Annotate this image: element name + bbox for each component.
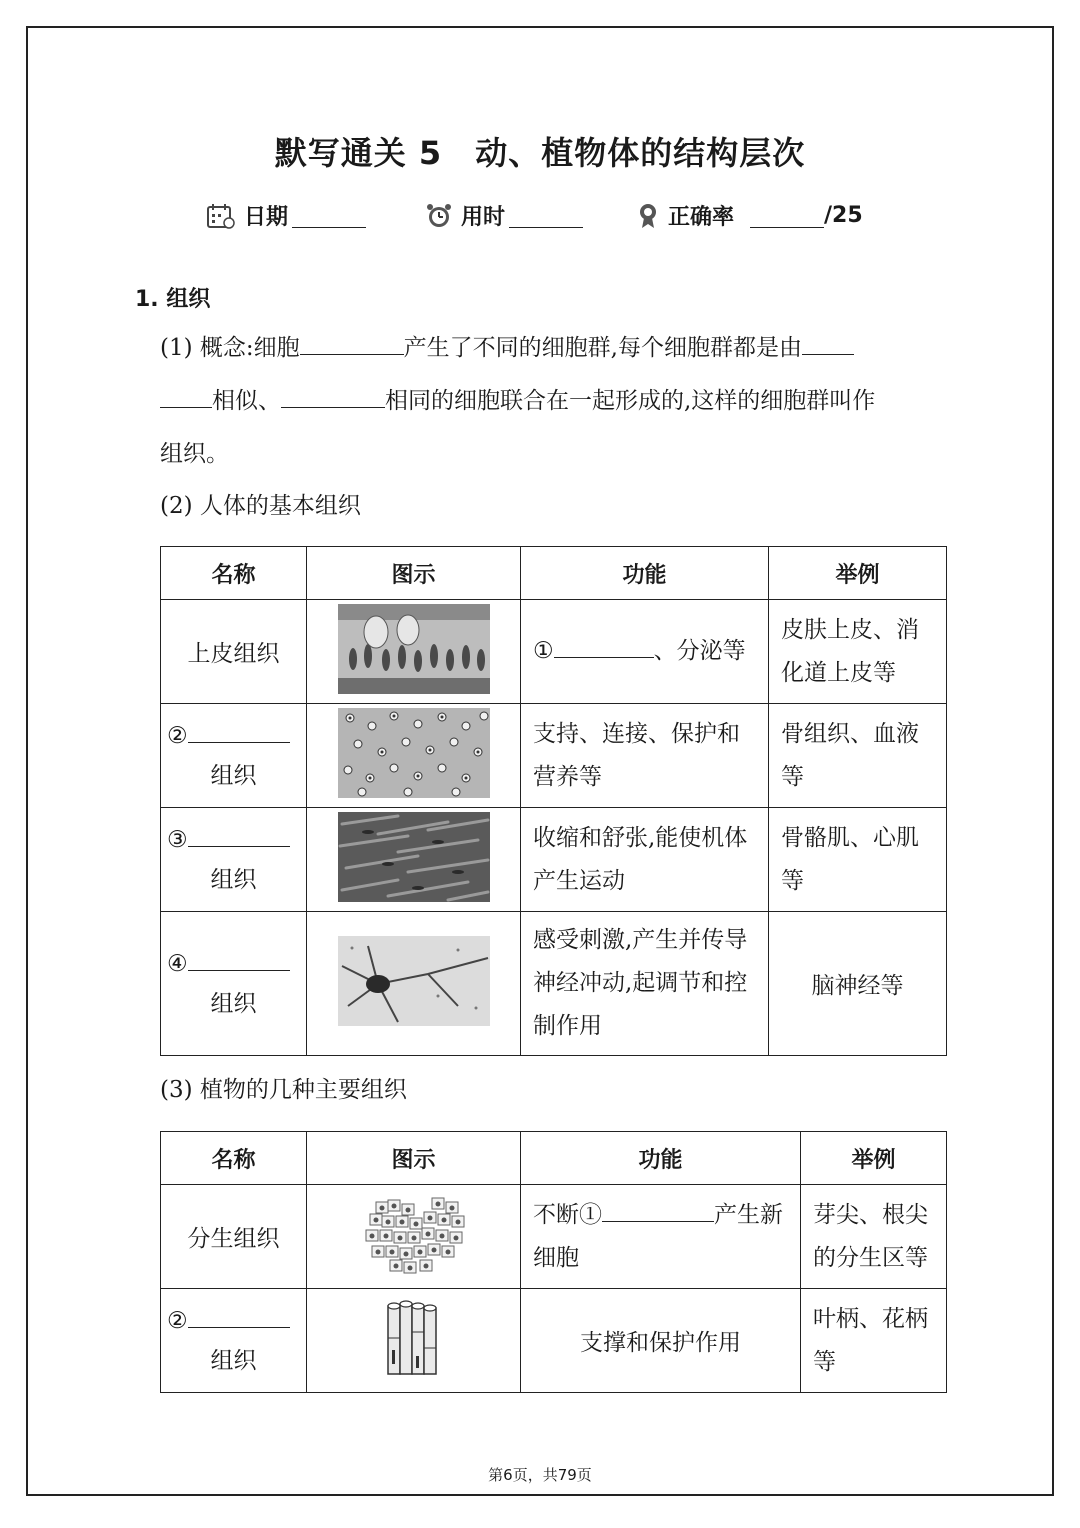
table-header-row [161,547,947,600]
table-header-row [161,1132,947,1185]
table-row [161,704,947,808]
page-title: 默写通关 5 动、植物体的结构层次 [274,134,806,172]
medal-icon [636,202,660,230]
table-row [161,1289,947,1393]
alarm-clock-icon [425,202,453,230]
blank-tissue-3[interactable] [188,824,290,847]
row-name: ② 组织 [161,704,307,808]
row-example: 骨骼肌、心肌等 [769,808,947,912]
blank-tissue-4[interactable] [188,948,290,971]
concept-text-c: 相似、 [212,388,281,414]
row-example: 芽尖、根尖的分生区等 [801,1185,947,1289]
time-label: 用时 [461,205,506,230]
row-name: ③ 组织 [161,808,307,912]
header-name: 名称 [161,547,307,600]
header-function: 功能 [521,547,769,600]
blank-concept-2b[interactable] [160,385,212,408]
epithelial-tissue-image [338,604,490,694]
blank-concept-1[interactable] [300,332,404,355]
row-example: 脑神经等 [769,912,947,1056]
table-row [161,912,947,1056]
row-name: 分生组织 [161,1185,307,1289]
accuracy-blank[interactable] [750,203,824,228]
concept-text-a: (1) 概念:细胞 [160,335,300,361]
mechanical-tissue-image [384,1298,444,1378]
table-row [161,600,947,704]
row-function: ① 、分泌等 [521,600,769,704]
row-function: 支持、连接、保护和营养等 [521,704,769,808]
calendar-icon [206,202,236,230]
concept-text-b: 产生了不同的细胞群,每个细胞群都是由 [403,335,802,361]
figure-cell [307,600,521,704]
row-example: 骨组织、血液等 [769,704,947,808]
accuracy-label: 正确率 [668,205,735,230]
date-label: 日期 [244,205,289,230]
human-tissue-table [160,546,947,1056]
table-row [161,808,947,912]
time-blank[interactable] [509,203,583,228]
header-function: 功能 [521,1132,801,1185]
date-blank[interactable] [292,203,366,228]
figure-cell [307,808,521,912]
page-footer: 第6页，共79页 [488,1466,592,1484]
blank-concept-2a[interactable] [802,332,854,355]
accuracy-total: /25 [824,203,863,228]
connective-tissue-image [338,708,490,798]
header-figure: 图示 [307,547,521,600]
subheading-human-tissues: (2) 人体的基本组织 [160,493,361,519]
row-name: ② 组织 [161,1289,307,1393]
figure-cell [307,704,521,808]
info-bar [0,200,1080,236]
muscle-tissue-image [338,812,490,902]
row-function: 收缩和舒张,能使机体产生运动 [521,808,769,912]
table-row [161,1185,947,1289]
header-name: 名称 [161,1132,307,1185]
blank-epithelial-function[interactable] [554,635,654,658]
row-example: 叶柄、花柄等 [801,1289,947,1393]
section-heading: 1. 组织 [135,287,211,312]
header-example: 举例 [769,547,947,600]
date-field [206,200,366,231]
row-name: ④ 组织 [161,912,307,1056]
header-example: 举例 [801,1132,947,1185]
row-example: 皮肤上皮、消化道上皮等 [769,600,947,704]
plant-tissue-table [160,1131,947,1393]
nerve-tissue-image [338,936,490,1026]
blank-meristem-function[interactable] [602,1199,714,1222]
header-figure: 图示 [307,1132,521,1185]
figure-cell [307,912,521,1056]
blank-tissue-2[interactable] [188,720,290,743]
row-function: 感受刺激,产生并传导神经冲动,起调节和控制作用 [521,912,769,1056]
row-function: 支撑和保护作用 [521,1289,801,1393]
subheading-plant-tissues: (3) 植物的几种主要组织 [160,1077,407,1103]
time-field [425,200,583,231]
blank-plant-tissue-2[interactable] [188,1305,290,1328]
concept-text-e: 组织。 [160,441,229,467]
accuracy-field [636,200,863,231]
figure-cell [307,1185,521,1289]
figure-cell [307,1289,521,1393]
row-function: 不断① 产生新细胞 [521,1185,801,1289]
blank-concept-3[interactable] [281,385,385,408]
concept-paragraph [160,322,950,481]
meristem-tissue-image [362,1194,466,1274]
concept-text-d: 相同的细胞联合在一起形成的,这样的细胞群叫作 [385,388,876,414]
row-name: 上皮组织 [161,600,307,704]
